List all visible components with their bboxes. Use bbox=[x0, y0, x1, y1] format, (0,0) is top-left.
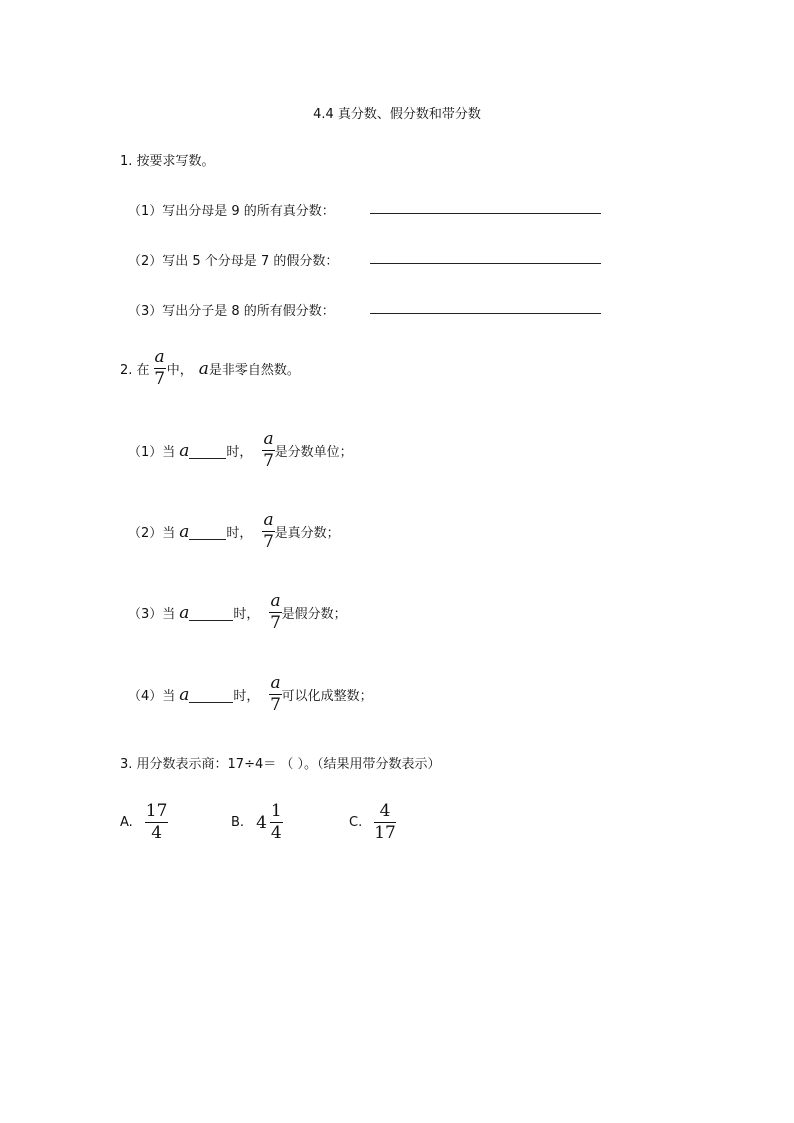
fraction-numerator: 1 bbox=[270, 801, 282, 821]
fraction-a-over-7 bbox=[262, 431, 274, 470]
variable-a: a bbox=[179, 521, 190, 542]
option-c[interactable] bbox=[349, 803, 396, 842]
question-1-item-1-label: （1）写出分母是 9 的所有真分数： bbox=[128, 204, 335, 219]
fraction-numerator: a bbox=[154, 347, 165, 367]
question-3-label: 3. 用分数表示商：17÷4＝ （ ）。（结果用带分数表示） bbox=[120, 757, 441, 772]
variable-a: a bbox=[198, 358, 209, 379]
fraction-a-over-7 bbox=[262, 512, 274, 551]
question-2-item-1 bbox=[128, 431, 353, 470]
option-letter: C. bbox=[349, 815, 363, 830]
fraction-numerator: a bbox=[270, 591, 281, 611]
question-1-item-3-label: （3）写出分子是 8 的所有假分数： bbox=[128, 304, 335, 319]
answer-blank-2-2[interactable] bbox=[189, 538, 226, 540]
item-when: 时， bbox=[226, 445, 253, 460]
answer-line-1-3[interactable] bbox=[370, 313, 601, 314]
item-tail: 是真分数； bbox=[274, 526, 340, 541]
variable-a: a bbox=[179, 440, 190, 461]
item-prefix: （4）当 bbox=[128, 689, 176, 704]
variable-a: a bbox=[179, 602, 190, 623]
fraction-numerator: a bbox=[270, 673, 281, 693]
fraction-denominator: 7 bbox=[270, 613, 281, 633]
fraction-numerator: 4 bbox=[379, 801, 391, 821]
answer-blank-2-1[interactable] bbox=[189, 457, 226, 459]
item-when: 时， bbox=[226, 526, 253, 541]
item-tail: 是分数单位； bbox=[274, 445, 353, 460]
answer-blank-2-4[interactable] bbox=[189, 701, 233, 703]
question-2-item-2 bbox=[128, 512, 340, 551]
question-1-label: 1. 按要求写数。 bbox=[120, 154, 215, 169]
fraction-denominator: 4 bbox=[145, 822, 169, 842]
item-tail: 可以化成整数； bbox=[281, 689, 373, 704]
answer-line-1-1[interactable] bbox=[370, 213, 601, 214]
fraction-numerator: a bbox=[263, 510, 274, 530]
fraction-denominator: 7 bbox=[263, 451, 274, 471]
option-fraction bbox=[374, 803, 396, 842]
question-1-item-2 bbox=[128, 250, 338, 269]
fraction-a-over-7 bbox=[154, 349, 166, 388]
fraction-denominator: 7 bbox=[263, 532, 274, 552]
answer-blank-2-3[interactable] bbox=[189, 619, 233, 621]
item-prefix: （1）当 bbox=[128, 445, 176, 460]
option-fraction bbox=[270, 803, 283, 842]
item-when: 时， bbox=[233, 689, 260, 704]
fraction-denominator: 17 bbox=[374, 823, 396, 843]
question-2-prefix: 2. 在 bbox=[120, 363, 150, 378]
question-1-item-2-label: （2）写出 5 个分母是 7 的假分数： bbox=[128, 254, 339, 269]
question-2-item-3 bbox=[128, 593, 347, 632]
fraction-denominator: 7 bbox=[154, 369, 166, 389]
option-fraction bbox=[145, 803, 169, 842]
question-2-stem bbox=[120, 349, 300, 388]
item-when: 时， bbox=[233, 607, 260, 622]
question-1-item-3 bbox=[128, 300, 335, 319]
fraction-denominator: 4 bbox=[270, 823, 282, 843]
mixed-whole: 4 bbox=[256, 812, 267, 833]
fraction-a-over-7 bbox=[269, 593, 281, 632]
fraction-numerator: 17 bbox=[145, 801, 168, 821]
question-2-item-4 bbox=[128, 675, 373, 714]
question-2-suffix: 是非零自然数。 bbox=[208, 363, 300, 378]
fraction-denominator: 7 bbox=[270, 695, 281, 715]
variable-a: a bbox=[179, 684, 190, 705]
fraction-a-over-7 bbox=[269, 675, 281, 714]
item-tail: 是假分数； bbox=[281, 607, 347, 622]
item-prefix: （2）当 bbox=[128, 526, 176, 541]
option-letter: A. bbox=[120, 815, 133, 830]
question-2-mid: 中， bbox=[166, 363, 193, 378]
item-prefix: （3）当 bbox=[128, 607, 176, 622]
fraction-numerator: a bbox=[263, 429, 274, 449]
answer-line-1-2[interactable] bbox=[370, 263, 601, 264]
option-letter: B. bbox=[231, 815, 245, 830]
option-a[interactable] bbox=[120, 803, 168, 842]
page-title: 4.4 真分数、假分数和带分数 bbox=[313, 107, 481, 122]
question-1-item-1 bbox=[128, 200, 335, 219]
option-b[interactable] bbox=[231, 803, 283, 842]
